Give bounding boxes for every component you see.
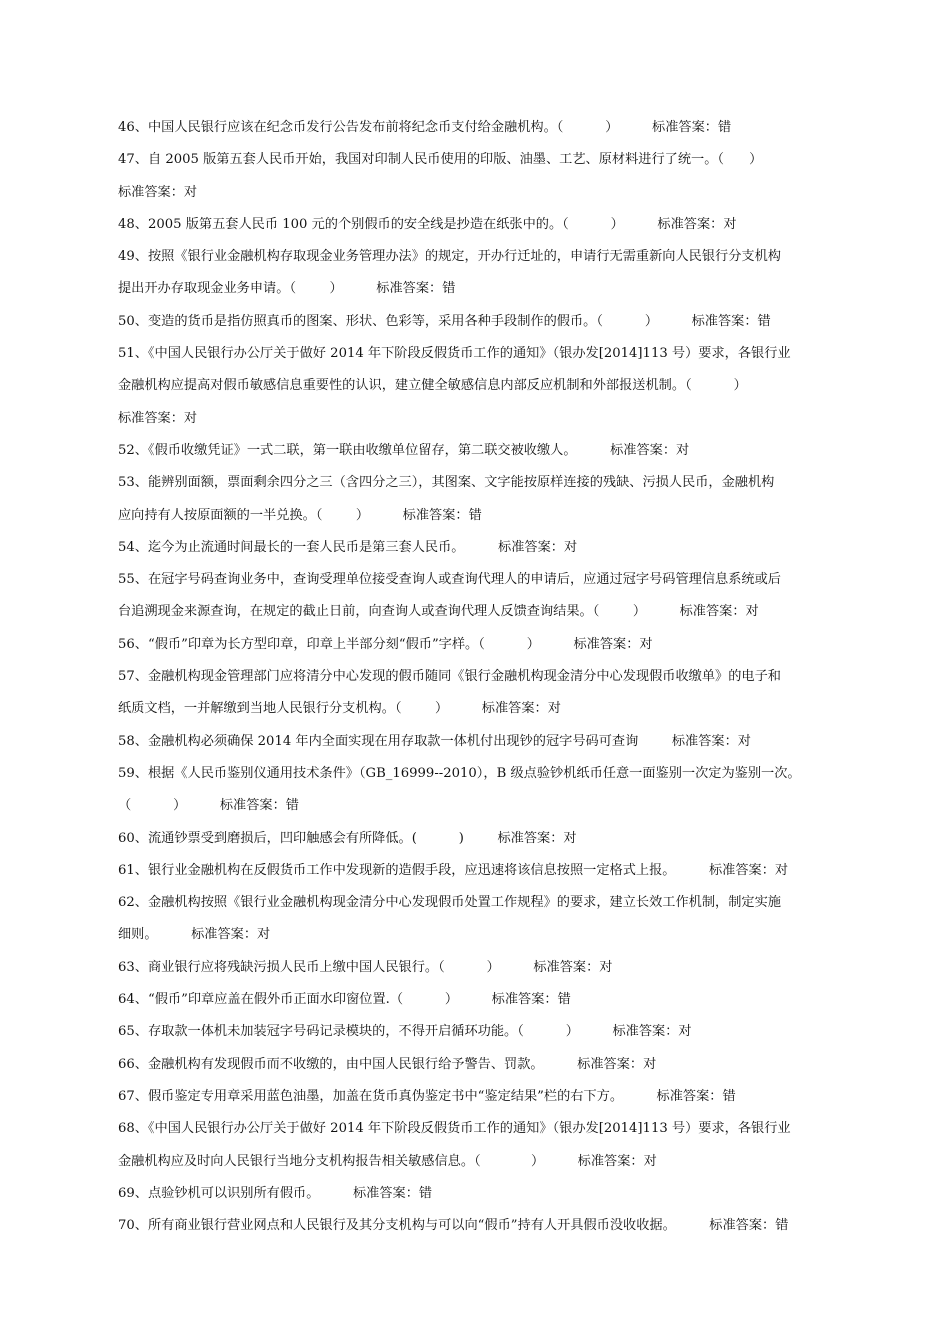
question-55: 55、在冠字号码查询业务中，查询受理单位接受查询人或查询代理人的申请后，应通过冠字号码管理信息系统或后 bbox=[118, 572, 781, 588]
question-49: 49、按照《银行业金融机构存取现金业务管理办法》的规定，开办行迁址的，申请行无需重新向人民银行分支机构 bbox=[118, 249, 781, 265]
question-53: 53、能辨别面额，票面剩余四分之三（含四分之三），其图案、文字能按原样连接的残缺、污损人民币，金融机构 bbox=[118, 475, 775, 491]
question-65: 65、存取款一体机未加装冠字号码记录模块的，不得开启循环功能。（ ） 标准答案：对 bbox=[118, 1024, 692, 1040]
question-59-cont: （ ） 标准答案：错 bbox=[118, 798, 299, 814]
question-63: 63、商业银行应将残缺污损人民币上缴中国人民银行。（ ） 标准答案：对 bbox=[118, 959, 613, 975]
question-60: 60、流通钞票受到磨损后，凹印触感会有所降低。( ) 标准答案：对 bbox=[118, 830, 577, 846]
question-56: 56、“假币”印章为长方型印章，印章上半部分刻“假币”字样。（ ） 标准答案：对 bbox=[118, 636, 653, 652]
question-59: 59、根据《人民币鉴别仪通用技术条件》（GB_16999--2010），B 级点验钞机纸币任意一面鉴别一次定为鉴别一次。 bbox=[118, 765, 801, 781]
question-55-cont: 台追溯现金来源查询，在规定的截止日前，向查询人或查询代理人反馈查询结果。（ ） 标准答案：对 bbox=[118, 604, 759, 620]
question-70: 70、所有商业银行营业网点和人民银行及其分支机构与可以向“假币”持有人开具假币没收收据。 标准答案：错 bbox=[118, 1218, 789, 1234]
question-57: 57、金融机构现金管理部门应将清分中心发现的假币随同《银行金融机构现金清分中心发现假币收缴单》的电子和 bbox=[118, 669, 781, 685]
question-67: 67、假币鉴定专用章采用蓝色油墨，加盖在货币真伪鉴定书中“鉴定结果”栏的右下方。 标准答案：错 bbox=[118, 1088, 736, 1104]
question-53-cont: 应向持有人按原面额的一半兑换。（ ） 标准答案：错 bbox=[118, 507, 482, 523]
question-47: 47、自 2005 版第五套人民币开始，我国对印制人民币使用的印版、油墨、工艺、原材料进行了统一。（ ） bbox=[118, 152, 763, 168]
question-57-cont: 纸质文档，一并解缴到当地人民银行分支机构。（ ） 标准答案：对 bbox=[118, 701, 561, 717]
question-62-cont: 细则。 标准答案：对 bbox=[118, 927, 271, 943]
question-50: 50、变造的货币是指仿照真币的图案、形状、色彩等，采用各种手段制作的假币。（ ） 标准答案：错 bbox=[118, 313, 771, 329]
question-48: 48、2005 版第五套人民币 100 元的个别假币的安全线是抄造在纸张中的。（ ） 标准答案：对 bbox=[118, 216, 737, 232]
question-54: 54、迄今为止流通时间最长的一套人民币是第三套人民币。 标准答案：对 bbox=[118, 539, 578, 555]
answer-51: 标准答案：对 bbox=[118, 410, 198, 426]
question-49-cont: 提出开办存取现金业务申请。（ ） 标准答案：错 bbox=[118, 281, 456, 297]
question-58: 58、金融机构必须确保 2014 年内全面实现在用存取款一体机付出现钞的冠字号码可查询 标准答案：对 bbox=[118, 733, 751, 749]
question-64: 64、“假币”印章应盖在假外币正面水印窗位置.（ ） 标准答案：错 bbox=[118, 992, 571, 1008]
question-62: 62、金融机构按照《银行业金融机构现金清分中心发现假币处置工作规程》的要求，建立长效工作机制，制定实施 bbox=[118, 895, 781, 911]
question-66: 66、金融机构有发现假币而不收缴的，由中国人民银行给予警告、罚款。 标准答案：对 bbox=[118, 1056, 657, 1072]
question-46: 46、中国人民银行应该在纪念币发行公告发布前将纪念币支付给金融机构。（ ） 标准答案：错 bbox=[118, 120, 732, 135]
question-69: 69、点验钞机可以识别所有假币。 标准答案：错 bbox=[118, 1185, 433, 1201]
question-51-cont: 金融机构应提高对假币敏感信息重要性的认识，建立健全敏感信息内部反应机制和外部报送机制。（ ） bbox=[118, 378, 747, 394]
question-68-cont: 金融机构应及时向人民银行当地分支机构报告相关敏感信息。（ ） 标准答案：对 bbox=[118, 1153, 657, 1169]
question-52: 52、《假币收缴凭证》一式二联，第一联由收缴单位留存，第二联交被收缴人。 标准答案：对 bbox=[118, 442, 690, 458]
question-61: 61、银行业金融机构在反假货币工作中发现新的造假手段，应迅速将该信息按照一定格式上报。 标准答案：对 bbox=[118, 862, 789, 878]
document-page bbox=[118, 112, 834, 1242]
question-68: 68、《中国人民银行办公厅关于做好 2014 年下阶段反假货币工作的通知》（银办发[2014]113 号）要求，各银行业 bbox=[118, 1121, 791, 1137]
question-51: 51、《中国人民银行办公厅关于做好 2014 年下阶段反假货币工作的通知》（银办发[2014]113 号）要求，各银行业 bbox=[118, 346, 791, 362]
answer-47: 标准答案：对 bbox=[118, 184, 198, 200]
